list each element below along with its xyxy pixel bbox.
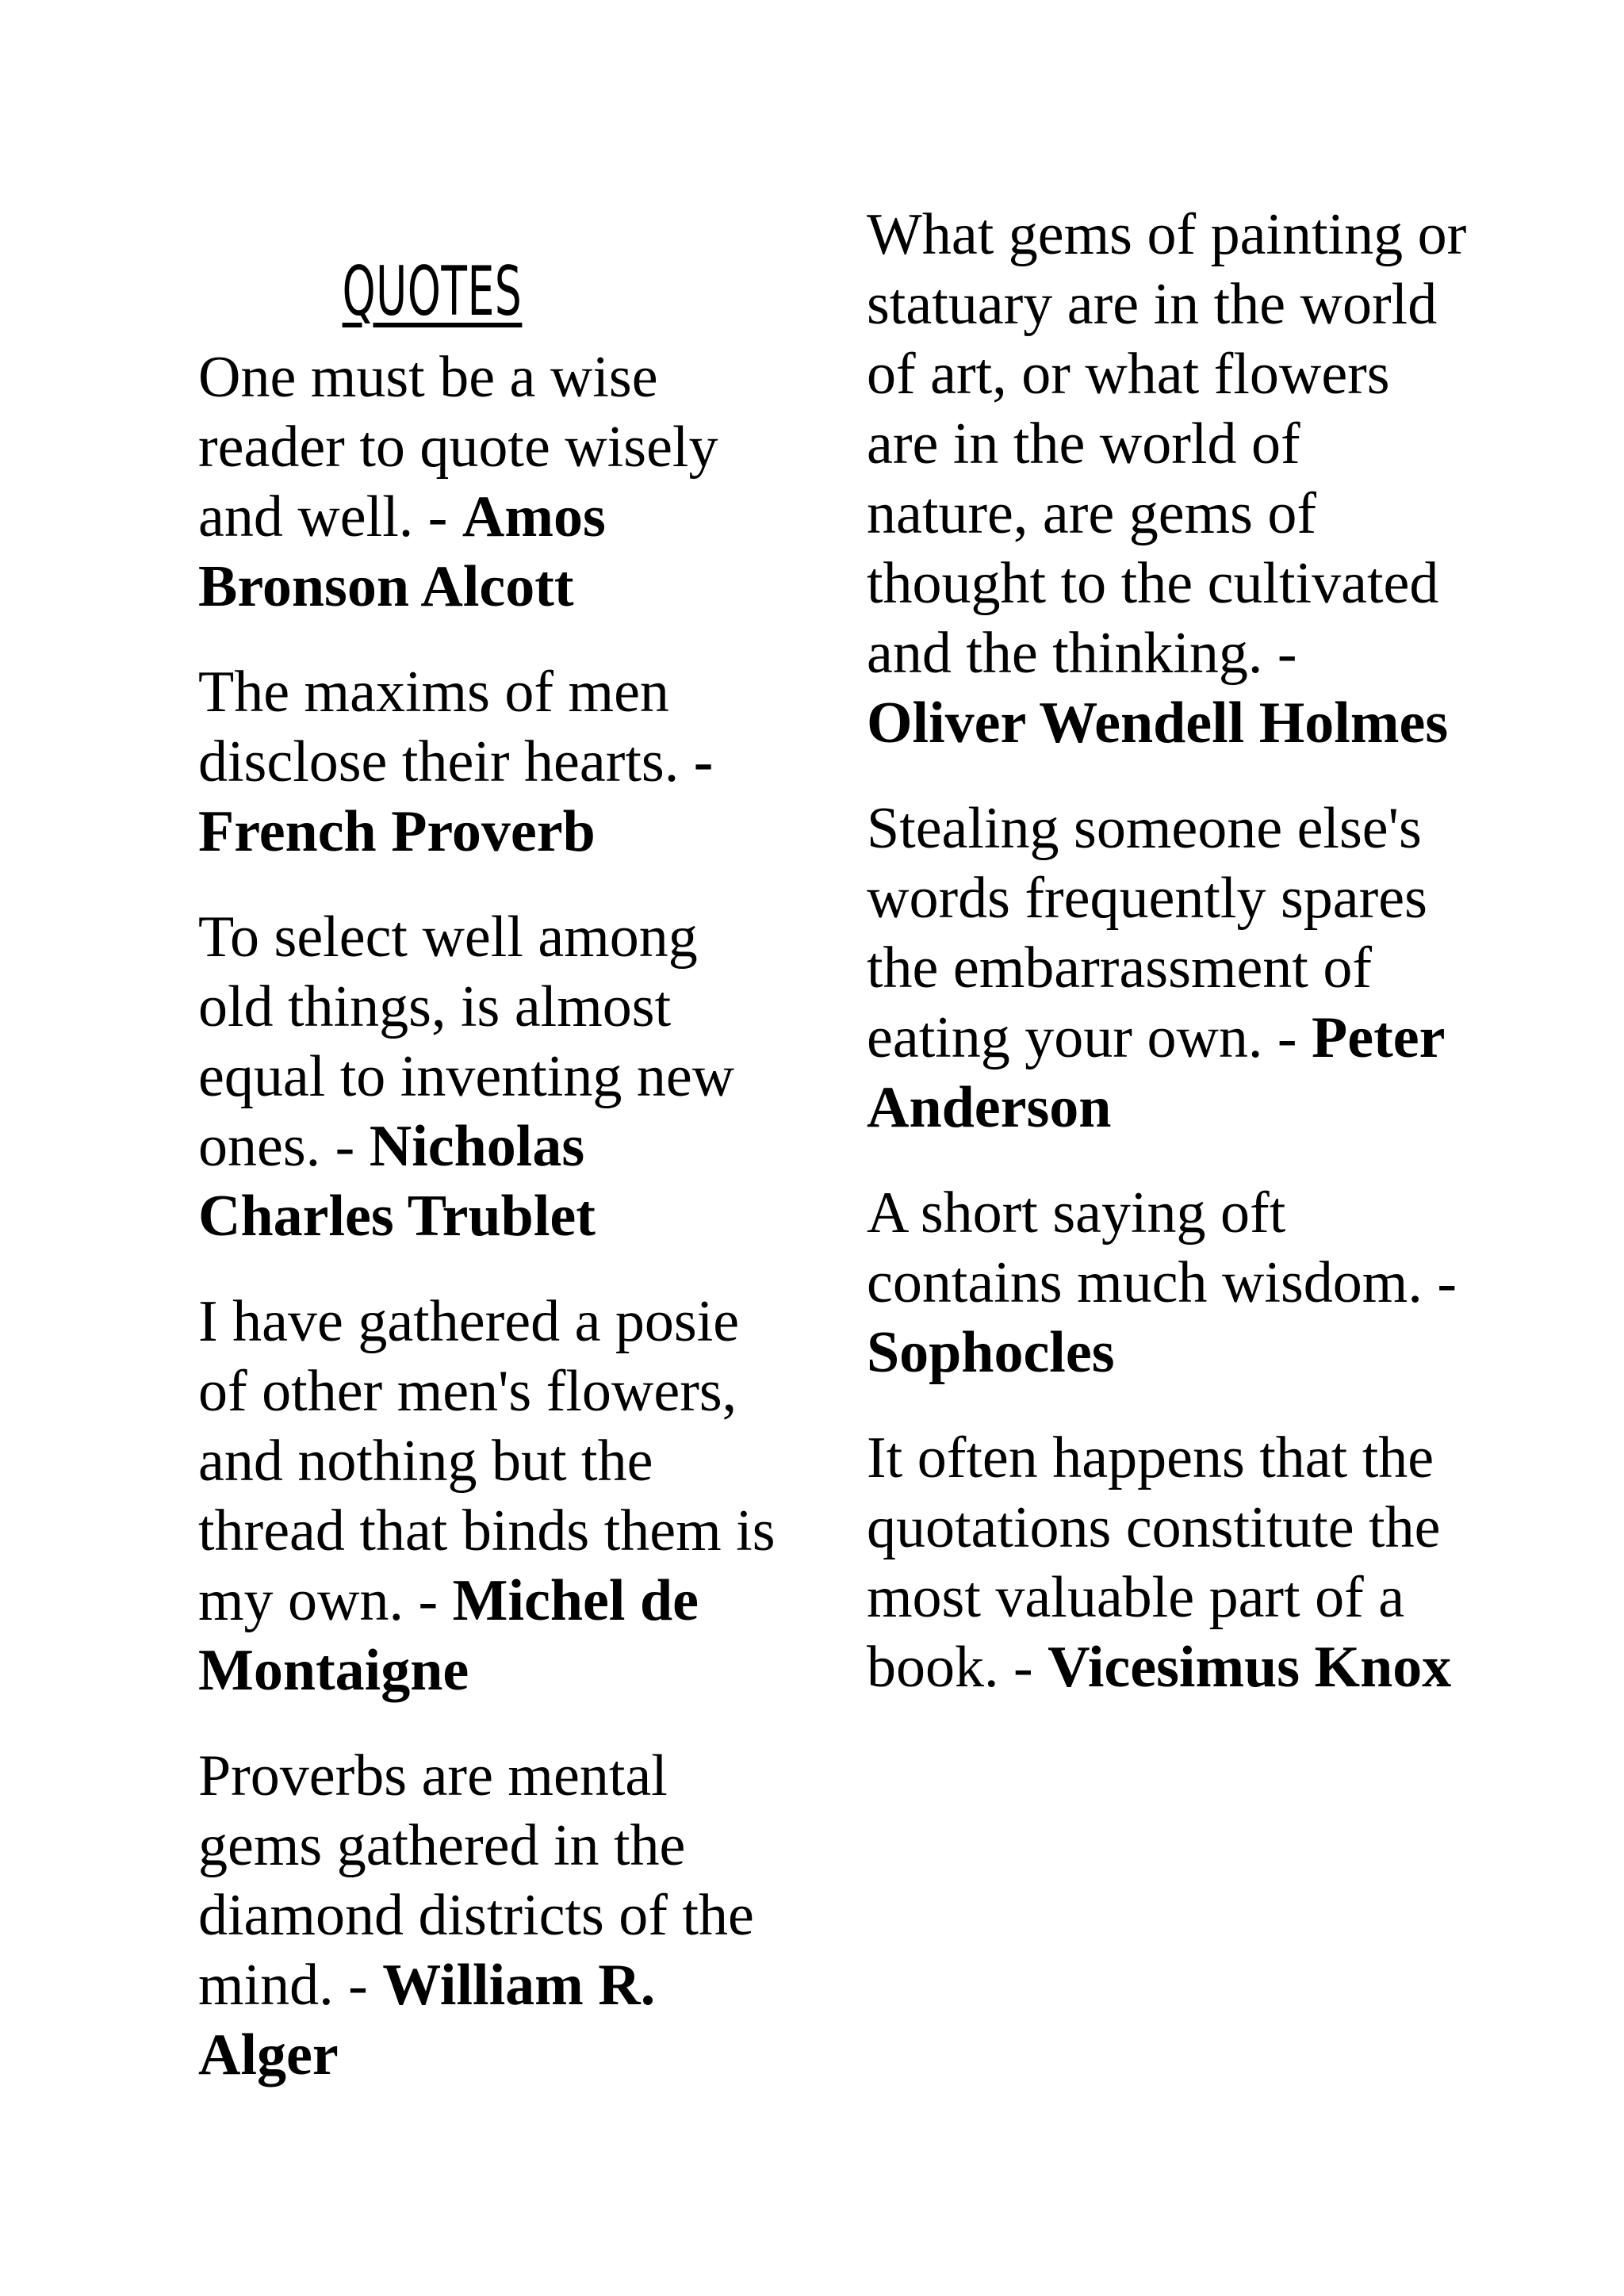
page-title-text: QUOTES (342, 251, 523, 331)
quote-author: Oliver Wendell Holmes (867, 691, 1449, 756)
quote-item (198, 902, 785, 1251)
quote-author: Michel de Montaigne (198, 1568, 699, 1703)
quote-author: William R. Alger (198, 1953, 656, 2087)
quote-item (198, 342, 785, 622)
page-title (287, 251, 577, 331)
quote-item (198, 1741, 785, 2090)
quote-author: - French Proverb (198, 729, 714, 864)
quote-item (867, 1178, 1469, 1387)
quote-item (198, 657, 785, 867)
quote-text: One must be a wise reader to quote wisely and well. - (198, 345, 718, 549)
quote-author: Nicholas Charles Trublet (198, 1114, 596, 1249)
quote-text: Stealing someone else's words frequently spares the embarrassment of eating your own. - (867, 796, 1427, 1070)
quote-item (867, 794, 1469, 1142)
quote-text: Proverbs are mental gems gathered in the diamond districts of the mind. - (198, 1743, 754, 2018)
quote-item (198, 1287, 785, 1705)
quote-text: The maxims of men disclose their hearts. (198, 660, 694, 794)
quote-author: Amos Bronson Alcott (198, 484, 606, 619)
quote-text: What gems of painting or statuary are in the world of art, or what flowers are in the world of nature, are gems of thought to the cultivated and the thinking. - (867, 202, 1467, 686)
quote-author: Vicesimus Knox (1048, 1635, 1452, 1700)
quote-author: Sophocles (867, 1320, 1115, 1385)
left-quote-list (198, 342, 785, 2090)
right-quote-list (867, 200, 1469, 1702)
quote-item (867, 1423, 1469, 1702)
quote-text: A short saying oft contains much wisdom. - (867, 1181, 1457, 1315)
quote-item (867, 200, 1469, 758)
quote-author: Peter Anderson (867, 1005, 1445, 1140)
quote-text: I have gathered a posie of other men's flowers, and nothing but the thread that binds them is my own. - (198, 1289, 776, 1633)
quote-text: To select well among old things, is almost equal to inventing new ones. - (198, 905, 735, 1179)
quote-text: It often happens that the quotations constitute the most valuable part of a book. - (867, 1425, 1441, 1700)
